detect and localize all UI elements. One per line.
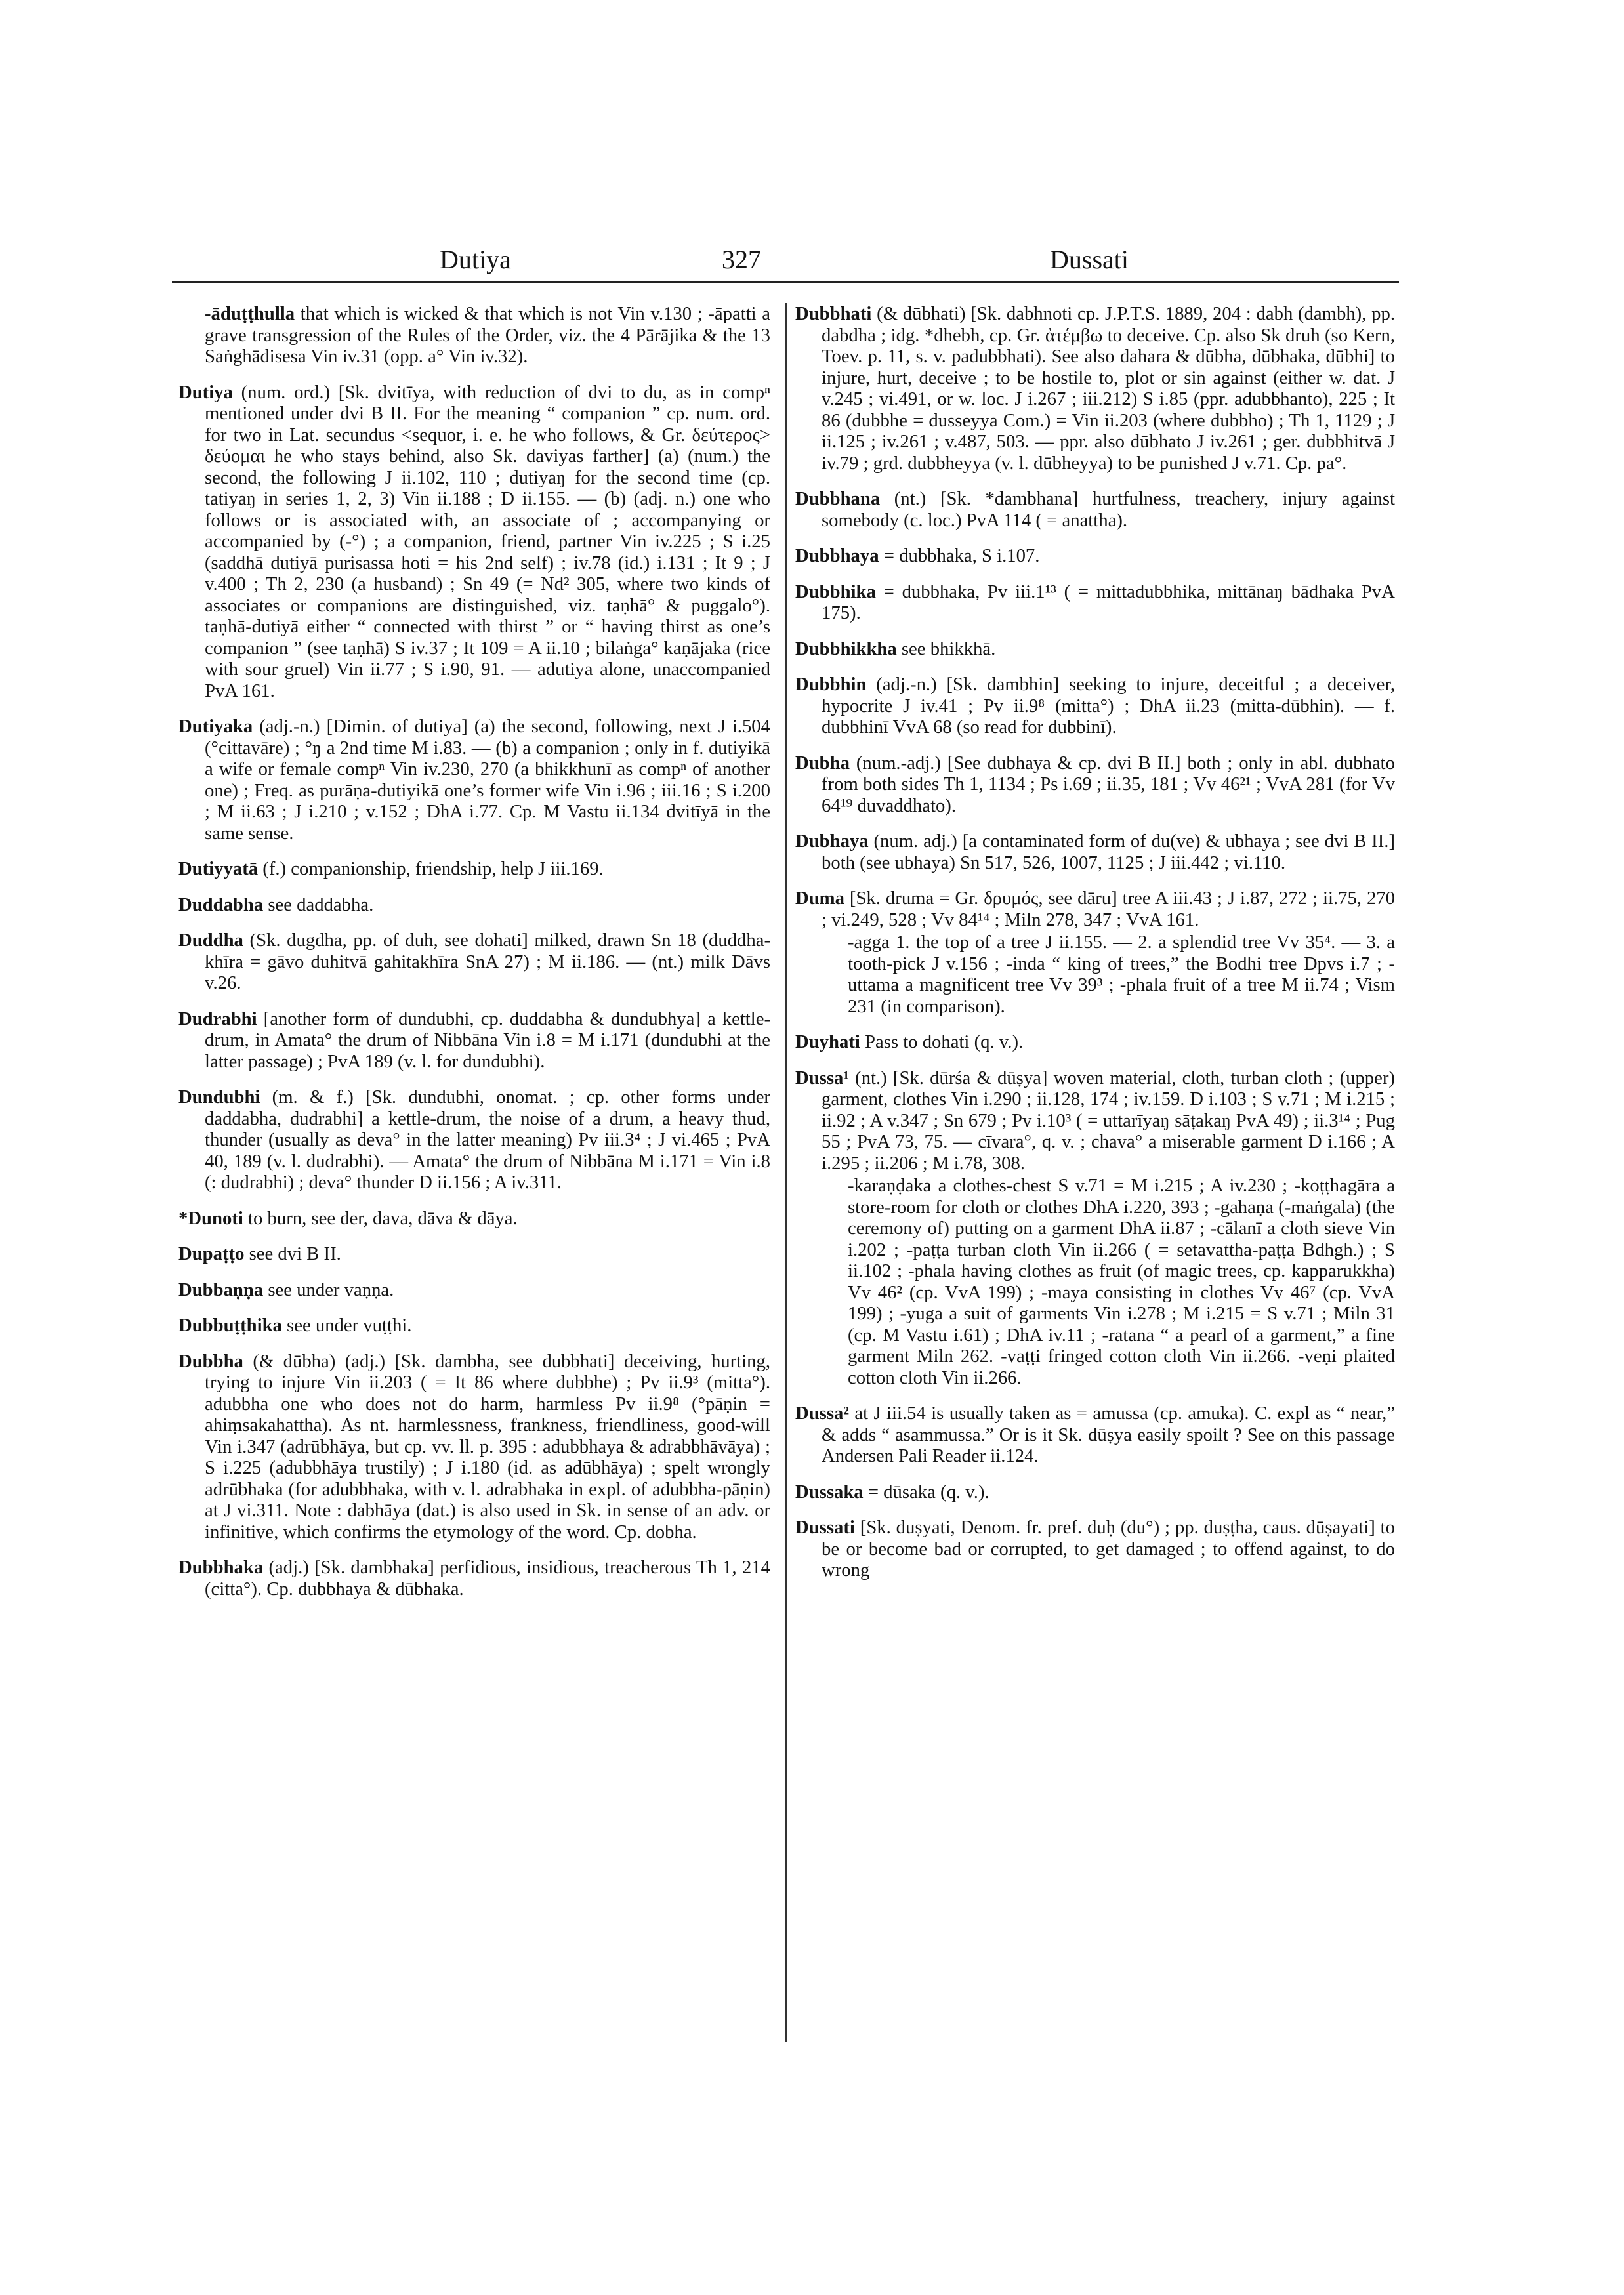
entry-headword: Dubhaya [795, 831, 869, 852]
entry-compounds: -karaṇḍaka a clothes-chest S v.71 = M i.215 ; A iv.230 ; -koṭṭhagāra a store-room for cloth or clothes DhA i.220, 393 ; -gahaṇa (-maṅgala) (the ceremony of) putting on a garment DhA ii.87 ; -cālanī a cloth sieve Vin i.202 ; -paṭṭa turban cloth Vin ii.266 ( = setavattha-paṭṭa Bdhgh.) ; S ii.102 ; -phala having clothes as fruit (of magic trees, cp. kapparukkha) Vv 46² (cp. VvA 199) ; -maya consisting in clothes Vv 46⁷ (cp. VvA 199) ; -yuga a suit of garments Vin i.278 ; M i.215 = S v.71 ; Miln 31 (cp. M Vastu i.61) ; DhA iv.11 ; -ratana “ a pearl of a garment,” a fine garment Miln 262. -vaṭṭi fringed cotton cloth Vin ii.266. -veṇi plaited cotton cloth Vin ii.266. [848, 1175, 1395, 1388]
dictionary-entry [178, 1008, 770, 1073]
dictionary-entry [178, 1351, 770, 1543]
entry-text: see bhikkhā. [896, 638, 996, 659]
dictionary-entry [178, 1557, 770, 1600]
right-column [795, 303, 1395, 2068]
entry-headword: Dussaka [795, 1481, 864, 1502]
entry-headword: Dubbhaka [178, 1557, 264, 1578]
entry-headword: Dubbhaya [795, 545, 879, 566]
entry-compounds: -agga 1. the top of a tree J ii.155. — 2. a splendid tree Vv 35⁴. — 3. a tooth-pick J v.156 ; -inda “ king of trees,” the Bodhi tree Dpvs i.7 ; -uttama a magnificent tree Vv 39³ ; -phala fruit of a tree M ii.74 ; Vism 231 (in comparison). [848, 932, 1395, 1017]
dictionary-entry [795, 674, 1395, 738]
entry-text: = dubbhaka, S i.107. [879, 545, 1040, 566]
dictionary-entry [795, 545, 1395, 567]
entry-text: [Sk. duṣyati, Denom. fr. pref. duḥ (du°) ; pp. duṣṭha, caus. dūṣayati] to be or become bad or corrupted, to get damaged ; to offend against, to do wrong [822, 1517, 1395, 1581]
entry-text: that which is wicked & that which is not Vin v.130 ; -āpatti a grave transgression of the Rules of the Order, viz. the 4 Pārājika & the 13 Saṅghādisesa Vin iv.31 (opp. a° Vin iv.32). [205, 303, 770, 367]
entry-text: (adj.-n.) [Sk. dambhin] seeking to injure, deceitful ; a deceiver, hypocrite J iv.41 ; Pv ii.9⁸ (mitta°) ; DhA ii.23 (mitta-dūbhin). — f. dubbhinī VvA 68 (so read for dubbinī). [822, 674, 1395, 737]
entry-text: see under vaṇṇa. [263, 1279, 394, 1300]
dictionary-entry [178, 716, 770, 844]
entry-text: (num. adj.) [a contaminated form of du(ve) & ubhaya ; see dvi B II.] both (see ubhaya) Sn 517, 526, 1007, 1125 ; J iii.442 ; vi.110. [822, 831, 1395, 873]
entry-text: (adj.-n.) [Dimin. of dutiya] (a) the second, following, next J i.504 (°cittavāre) ; °ŋ a 2nd time M i.83. — (b) a companion ; only in f. dutiyikā a wife or female compⁿ Vin iv.230, 270 (a bhikkhunī as compⁿ of another one) ; Freq. as purāṇa-dutiyikā one’s former wife Vin i.96 ; iii.16 ; S i.200 ; M ii.63 ; J i.210 ; v.152 ; DhA i.77. Cp. M Vastu ii.134 dvitīyā in the same sense. [205, 716, 770, 844]
entry-headword: Duyhati [795, 1031, 860, 1052]
page-number: 327 [722, 245, 761, 274]
entry-headword: Dutiyaka [178, 716, 253, 737]
entry-headword: Dutiyyatā [178, 858, 259, 879]
guide-word-right: Dussati [1050, 245, 1129, 274]
entry-headword: Dubbhin [795, 674, 867, 695]
entry-text: = dūsaka (q. v.). [863, 1481, 989, 1502]
dictionary-entry [795, 753, 1395, 817]
entry-headword: Dubbha [178, 1350, 243, 1372]
entry-text: (nt.) [Sk. *dambhana] hurtfulness, treachery, injury against somebody (c. loc.) PvA 114 ( = anattha). [822, 488, 1395, 531]
dictionary-entry [795, 303, 1395, 474]
entry-text: (num.-adj.) [See dubhaya & cp. dvi B II.] both ; only in abl. dubhato from both sides Th 1, 1134 ; Ps i.69 ; ii.35, 181 ; Vv 46²¹ ; VvA 281 (for Vv 64¹⁹ duvaddhato). [822, 752, 1395, 816]
entry-headword: Dussa² [795, 1403, 849, 1424]
entry-headword: Dubbhika [795, 581, 876, 602]
entry-text: see under vuṭṭhi. [281, 1315, 412, 1336]
dictionary-entry [178, 1279, 770, 1301]
entry-text: (m. & f.) [Sk. dundubhi, onomat. ; cp. other forms under daddabha, dudrabhi] a kettle-drum, the noise of a drum, a heavy thud, thunder (usually as deva° in the latter meaning) Pv iii.3⁴ ; J vi.465 ; PvA 40, 189 (v. l. dudrabhi). — Amata° the drum of Nibbāna M i.171 = Vin i.8 (: dudrabhi) ; deva° thunder D ii.156 ; A iv.311. [205, 1086, 770, 1193]
entry-text: = dubbhaka, Pv iii.1¹³ ( = mittadubbhika, mittānaŋ bādhaka PvA 175). [822, 581, 1395, 623]
entry-text: (& dūbha) (adj.) [Sk. dambha, see dubbhati] deceiving, hurting, trying to injure Vin ii.203 ( = It 86 where dubbhe) ; Pv ii.9³ (mitta°). adubbha one who does not do harm, harmless Pv ii.9⁸ (°pāṇin = ahiṃsakahattha). As nt. harmlessness, frankness, friendliness, good-will Vin i.347 (adrūbhāya, but cp. vv. ll. p. 395 : adubbhaya & adrabbhāvāya) ; S i.225 (adubbhāya trustily) ; J i.180 (id. as adūbhāya) ; spelt wrongly adrūbhaka (for adubbhaka, with v. l. adrabhaka in expl. of adubbha-pāṇin) at J vi.311. Note : dabhāya (dat.) is also used in Sk. in sense of an adv. or infinitive, which confirms the etymology of the word. Cp. dobha. [205, 1350, 770, 1542]
entry-headword: Duma [795, 888, 844, 909]
entry-headword: Dubbaṇṇa [178, 1279, 264, 1300]
entry-headword: Dupaṭṭo [178, 1243, 245, 1264]
dictionary-entry [795, 1481, 1395, 1503]
dictionary-entry [795, 831, 1395, 873]
running-header [177, 244, 1385, 283]
dictionary-entry [178, 858, 770, 880]
entry-text: (f.) companionship, friendship, help J iii.169. [258, 858, 604, 879]
entry-text: (adj.) [Sk. dambhaka] perfidious, insidious, treacherous Th 1, 214 (citta°). Cp. dubbhaya & dūbhaka. [205, 1557, 770, 1600]
entry-headword: Dudrabhi [178, 1008, 257, 1029]
entry-text: to burn, see der, dava, dāva & dāya. [243, 1207, 518, 1229]
dictionary-entry [178, 1208, 770, 1230]
dictionary-entry [178, 1086, 770, 1193]
dictionary-entry [178, 894, 770, 916]
dictionary-entry [795, 1031, 1395, 1053]
entry-text: (nt.) [Sk. dūrśa & dūṣya] woven material, cloth, turban cloth ; (upper) garment, clothes Vin i.290 ; ii.128, 174 ; iv.159. D i.103 ; S v.71 ; M i.215 ; ii.92 ; A v.347 ; Sn 679 ; Pv i.10³ ( = uttarīyaŋ sāṭakaŋ PvA 49) ; ii.3¹⁴ ; Pug 55 ; PvA 73, 75. — cīvara°, q. v. ; chava° a miserable garment D i.166 ; A i.295 ; ii.206 ; M i.78, 308. [822, 1067, 1395, 1174]
dictionary-entry [795, 1517, 1395, 1581]
dictionary-entry [795, 1067, 1395, 1389]
header-rule [172, 281, 1399, 283]
entry-text: see daddabha. [263, 894, 374, 915]
dictionary-entry [178, 1315, 770, 1336]
dictionary-entry [795, 638, 1395, 660]
entry-headword: Duddha [178, 930, 243, 951]
left-column [178, 303, 770, 2068]
entry-headword: Dubbhikkha [795, 638, 897, 659]
column-divider [785, 303, 787, 2042]
entry-text: [Sk. druma = Gr. δρυμός, see dāru] tree A iii.43 ; J i.87, 272 ; ii.75, 270 ; vi.249, 528 ; Vv 84¹⁴ ; Miln 278, 347 ; VvA 161. [822, 888, 1395, 930]
entry-headword: *Dunoti [178, 1207, 243, 1229]
entry-headword: Dubbhana [795, 488, 881, 509]
dictionary-entry [795, 581, 1395, 624]
dictionary-entry [178, 382, 770, 702]
dictionary-entry [178, 1243, 770, 1265]
entry-headword: Dundubhi [178, 1086, 260, 1107]
entry-text: at J iii.54 is usually taken as = amussa (cp. amuka). C. expl as “ near,” & adds “ asammussa.” Or is it Sk. dūṣya easily spoilt ? See on this passage Andersen Pali Reader ii.124. [822, 1403, 1395, 1466]
dictionary-entry [795, 488, 1395, 531]
dictionary-entry [178, 930, 770, 994]
dictionary-entry [178, 303, 770, 367]
entry-headword: Dussati [795, 1517, 855, 1538]
entry-text: (num. ord.) [Sk. dvitīya, with reduction of dvi to du, as in compⁿ mentioned under dvi B II. For the meaning “ companion ” cp. num. ord. for two in Lat. secundus <sequor, i. e. he who follows, & Gr. δεύτερος> δεύομαι he who stays behind, also Sk. daviyas farther] (a) (num.) the second, the following J ii.102, 110 ; dutiyaŋ for the second time (cp. tatiyaŋ in series 1, 2, 3) Vin ii.188 ; D ii.155. — (b) (adj. n.) one who follows or is associated with, an associate of ; accompanying or accompanied by (-°) ; a companion, friend, partner Vin iv.225 ; S i.25 (saddhā dutiyā purisassa hoti = his 2nd self) ; iv.78 (id.) i.131 ; It 9 ; J v.400 ; Th 2, 230 (a husband) ; Sn 49 (= Nd² 305, where two kinds of associates or companions are distinguished, viz. taṇhā° & puggalo°). taṇhā-dutiyā either “ connected with thirst ” or “ having thirst as one’s companion ” (see taṇhā) S iv.37 ; It 109 = A ii.10 ; bilaṅga° kaṇājaka (rice with sour gruel) Vin ii.77 ; S i.90, 91. — adutiya alone, unaccompanied PvA 161. [205, 381, 770, 701]
entry-headword: Dubha [795, 752, 850, 774]
entry-headword: Dussa¹ [795, 1067, 849, 1088]
entry-headword: Duddabha [178, 894, 264, 915]
guide-word-left: Dutiya [440, 245, 511, 274]
entry-text: (Sk. dugdha, pp. of duh, see dohati] milked, drawn Sn 18 (duddha-khīra = gāvo duhitvā gahitakhīra SnA 27) ; M ii.186. — (nt.) milk Dāvs v.26. [205, 930, 770, 993]
dictionary-entry [795, 888, 1395, 1017]
dictionary-entry [795, 1403, 1395, 1467]
entry-headword: Dubbuṭṭhika [178, 1315, 282, 1336]
entry-text: Pass to dohati (q. v.). [860, 1031, 1024, 1052]
entry-text: [another form of dundubhi, cp. duddabha & dundubhya] a kettle-drum, in Amata° the drum of Nibbāna Vin i.8 = M i.171 (dundubhi at the latter passage) ; PvA 189 (v. l. for dundubhi). [205, 1008, 770, 1072]
entry-text: (& dūbhati) [Sk. dabhnoti cp. J.P.T.S. 1889, 204 : dabh (dambh), pp. dabdha ; idg. *dhebh, cp. Gr. ἀτέμβω to deceive. Cp. also Sk druh (so Kern, Toev. p. 11, s. v. padubbhati). See also dahara & dūbha, dūbhaka, dūbhi] to injure, hurt, deceive ; to be hostile to, plot or sin against (either w. dat. J v.245 ; vi.491, or w. loc. J i.267 ; iii.212) S i.85 (ppr. adubbhanto), 225 ; It 86 (dubbhe = dusseyya Com.) = Vin ii.203 (where dubbho) ; Th 1, 1129 ; J ii.125 ; iv.261 ; v.487, 503. — ppr. also dūbhato J iv.261 ; ger. dubbhitvā J iv.79 ; grd. dubbheyya (v. l. dūbheyya) to be punished J v.71. Cp. pa°. [822, 303, 1395, 474]
entry-headword: Dutiya [178, 381, 233, 403]
entry-headword: -āduṭṭhulla [205, 303, 295, 324]
entry-headword: Dubbhati [795, 303, 872, 324]
entry-text: see dvi B II. [244, 1243, 341, 1264]
